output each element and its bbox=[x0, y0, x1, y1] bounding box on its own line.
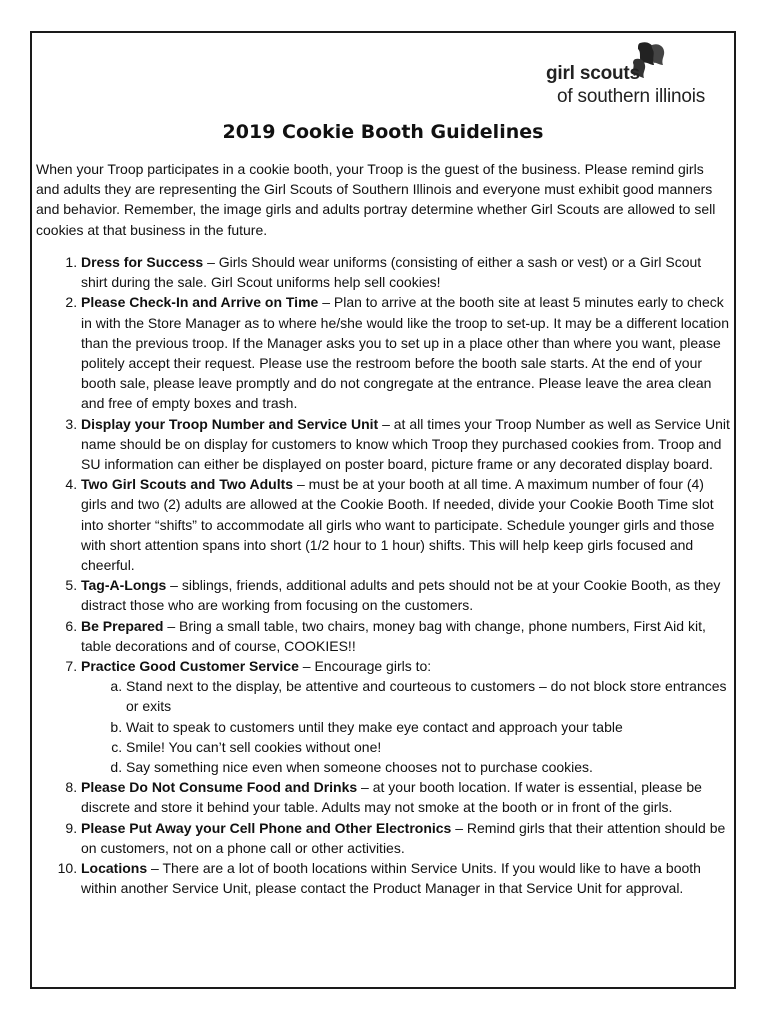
rule-title: Two Girl Scouts and Two Adults bbox=[81, 476, 294, 493]
rule-title: Display your Troop Number and Service Unit bbox=[81, 415, 379, 432]
list-item bbox=[81, 777, 730, 817]
rule-text: – Remind girls that their attention should be on customers, not on a phone call or other activities. bbox=[81, 819, 726, 856]
list-item bbox=[81, 252, 730, 292]
list-item bbox=[81, 414, 730, 475]
document-page bbox=[30, 31, 736, 989]
customer-service-sublist bbox=[81, 676, 730, 777]
rule-title: Locations bbox=[81, 860, 148, 877]
sublist-item: c. Smile! You can’t sell cookies without one! bbox=[126, 737, 730, 757]
rule-title: Dress for Success bbox=[81, 254, 204, 270]
logo-text-council: of southern illinois bbox=[557, 86, 706, 107]
rule-title: Practice Good Customer Service bbox=[81, 658, 299, 675]
rule-text: – at all times your Troop Number as well as Service Unit name should be on display for customers to know which Troop they purchased cookies from. Troop and SU information can either be displayed on poster board, picture frame or any decorated display board. bbox=[81, 415, 730, 473]
logo-text-girl-scouts: girl scouts bbox=[546, 63, 640, 84]
rule-text: – Encourage girls to: bbox=[298, 658, 432, 675]
list-item bbox=[81, 656, 730, 777]
rule-title: Please Do Not Consume Food and Drinks bbox=[81, 779, 358, 796]
rule-text: – must be at your booth at all time. A maximum number of four (4) girls and two (2) adults are allowed at the Cookie Booth. If needed, divide your Cookie Booth Time slot into shorter “shifts” to accommodate all girls who want to participate. Schedule younger girls and those with short attention spans into short (1/2 hour to 1 hour) shifts. This will help keep girls focused and cheerful. bbox=[81, 476, 715, 574]
list-item bbox=[81, 292, 730, 413]
rule-text: – Girls Should wear uniforms (consisting of either a sash or vest) or a Girl Scout shirt during the sale. Girl Scout uniforms help sell cookies! bbox=[81, 254, 702, 291]
rule-title: Please Put Away your Cell Phone and Other Electronics bbox=[81, 819, 452, 836]
sublist-item: a. Stand next to the display, be attentive and courteous to customers – do not block store entrances or exits bbox=[126, 676, 730, 716]
list-item bbox=[81, 616, 730, 656]
list-item bbox=[81, 858, 730, 898]
rule-title: Be Prepared bbox=[81, 617, 164, 634]
guidelines-list bbox=[32, 252, 730, 899]
rule-title: Please Check-In and Arrive on Time bbox=[81, 294, 319, 311]
sublist-item: b. Wait to speak to customers until they make eye contact and approach your table bbox=[126, 717, 730, 737]
girl-scouts-logo bbox=[544, 41, 714, 107]
intro-paragraph: When your Troop participates in a cookie booth, your Troop is the guest of the business. Please remind girls and adults they are representing the Girl Scouts of Southern Illinois and everyone must exhibit good manners and behavior. Remember, the image girls and adults portray determine whether Girl Scouts are allowed to sell cookies at that business in the future. bbox=[36, 161, 716, 238]
list-item bbox=[81, 818, 730, 858]
list-item bbox=[81, 474, 730, 575]
sublist-item: d. Say something nice even when someone chooses not to purchase cookies. bbox=[126, 757, 730, 777]
rule-text: – at your booth location. If water is essential, please be discrete and store it behind your table. Adults may not smoke at the booth or in front of the girls. bbox=[81, 779, 702, 816]
rule-title: Tag-A-Longs bbox=[81, 577, 167, 594]
list-item bbox=[81, 575, 730, 615]
document-title: 2019 Cookie Booth Guidelines bbox=[222, 121, 544, 143]
rule-text: – Bring a small table, two chairs, money bag with change, phone numbers, First Aid kit, table decorations and of course, COOKIES!! bbox=[81, 617, 706, 654]
rule-text: – There are a lot of booth locations within Service Units. If you would like to have a booth within another Service Unit, please contact the Product Manager in that Service Unit for approval. bbox=[81, 860, 701, 897]
rule-text: – Plan to arrive at the booth site at least 5 minutes early to check in with the Store Manager as to where he/she would like the troop to set-up. It may be a different location than the previous troop. If the Manager asks you to set up in a place other than where you want, please politely accept their request. Please use the restroom before the booth sale starts. At the end of your booth sale, please leave promptly and do not congregate at the entrance. Please leave the area clean and free of empty boxes and trash. bbox=[81, 294, 729, 412]
rule-text: – siblings, friends, additional adults and pets should not be at your Cookie Booth, as they distract those who are working from focusing on the customers. bbox=[81, 577, 721, 614]
